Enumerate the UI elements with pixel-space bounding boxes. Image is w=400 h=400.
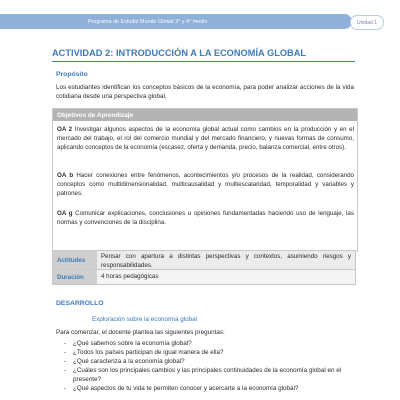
duracion-row xyxy=(52,270,356,285)
objetivos-header: Objetivos de Aprendizaje xyxy=(53,109,357,121)
actitudes-row xyxy=(52,250,356,270)
dash-bullet: - xyxy=(64,367,67,374)
proposito-text: Los estudiantes identifican los conceptos básicos de la economía, para poder analizar acciones de la vida cotidiana desde una perspectiva global. xyxy=(56,84,354,101)
dash-bullet: - xyxy=(64,385,67,392)
page-header xyxy=(0,14,400,29)
oa-code: OA g xyxy=(57,210,73,217)
proposito-label: Propósito xyxy=(56,71,88,78)
objetivos-box xyxy=(52,108,358,252)
actitudes-label: Actitudes xyxy=(53,251,93,269)
oa-item xyxy=(57,171,354,198)
dash-bullet: - xyxy=(64,349,67,356)
question-text: ¿Qué caracteriza a la economía global? xyxy=(73,358,185,365)
dash-bullet: - xyxy=(64,340,67,347)
questions-list xyxy=(56,339,356,393)
question-text: ¿Qué sabemos sobre la economía global? xyxy=(73,340,192,347)
exploracion-subheading: Exploración sobre la economía global xyxy=(92,316,198,323)
desarrollo-heading: DESARROLLO xyxy=(56,300,104,307)
oa-code: OA 2 xyxy=(57,126,73,133)
question-text: ¿Cuáles son los principales cambios y las principales continuidades de la economía global en el presente? xyxy=(73,367,342,383)
unit-badge: Unidad 1 xyxy=(350,15,384,30)
activity-title: ACTIVIDAD 2: INTRODUCCIÓN A LA ECONOMÍA GLOBAL xyxy=(52,48,307,58)
list-item xyxy=(56,348,356,357)
title-divider xyxy=(52,61,355,62)
list-item xyxy=(56,384,356,393)
oa-text: Comunicar explicaciones, conclusiones u opiniones fundamentadas haciendo uso de lenguaje, las normas y convenciones de la disciplina. xyxy=(57,210,354,226)
question-text: ¿Qué aspectos de tu vida te permiten conocer y acercarte a la economía global? xyxy=(73,385,299,392)
intro-text: Para comenzar, el docente plantea las siguientes preguntas: xyxy=(56,329,225,336)
oa-item xyxy=(57,125,354,152)
program-name: Programa de Estudio Mundo Global 3° y 4° medio xyxy=(88,18,208,25)
list-item xyxy=(56,339,356,348)
oa-item xyxy=(57,209,354,227)
duracion-label: Duración xyxy=(53,270,93,284)
question-text: ¿Todos los países participan de igual manera de ella? xyxy=(73,349,224,356)
oa-text: Hacer conexiones entre fenómenos, acontecimientos y/o procesos de la realidad, considerando conceptos como multidimensionalidad, multicausalidad y multiescalaridad, temporalidad y variables y patrones. xyxy=(57,172,354,197)
list-item xyxy=(56,357,356,366)
dash-bullet: - xyxy=(64,358,67,365)
oa-text: Investigar algunos aspectos de la economía global actual como cambios en la producción y en el mercado del trabajo, el rol del comercio mundial y del mercado financiero, y nuevas formas de consumo, aplicando conceptos de la economía (escasez, oferta y demanda, precio, balanza comercial, entre otros). xyxy=(57,126,354,151)
oa-code: OA b xyxy=(57,172,74,179)
duracion-value: 4 horas pedagógicas xyxy=(97,270,355,284)
actitudes-value: Pensar con apertura a distintas perspectivas y contextos, asumiendo riesgos y responsabilidades. xyxy=(97,251,355,269)
list-item xyxy=(56,366,356,384)
